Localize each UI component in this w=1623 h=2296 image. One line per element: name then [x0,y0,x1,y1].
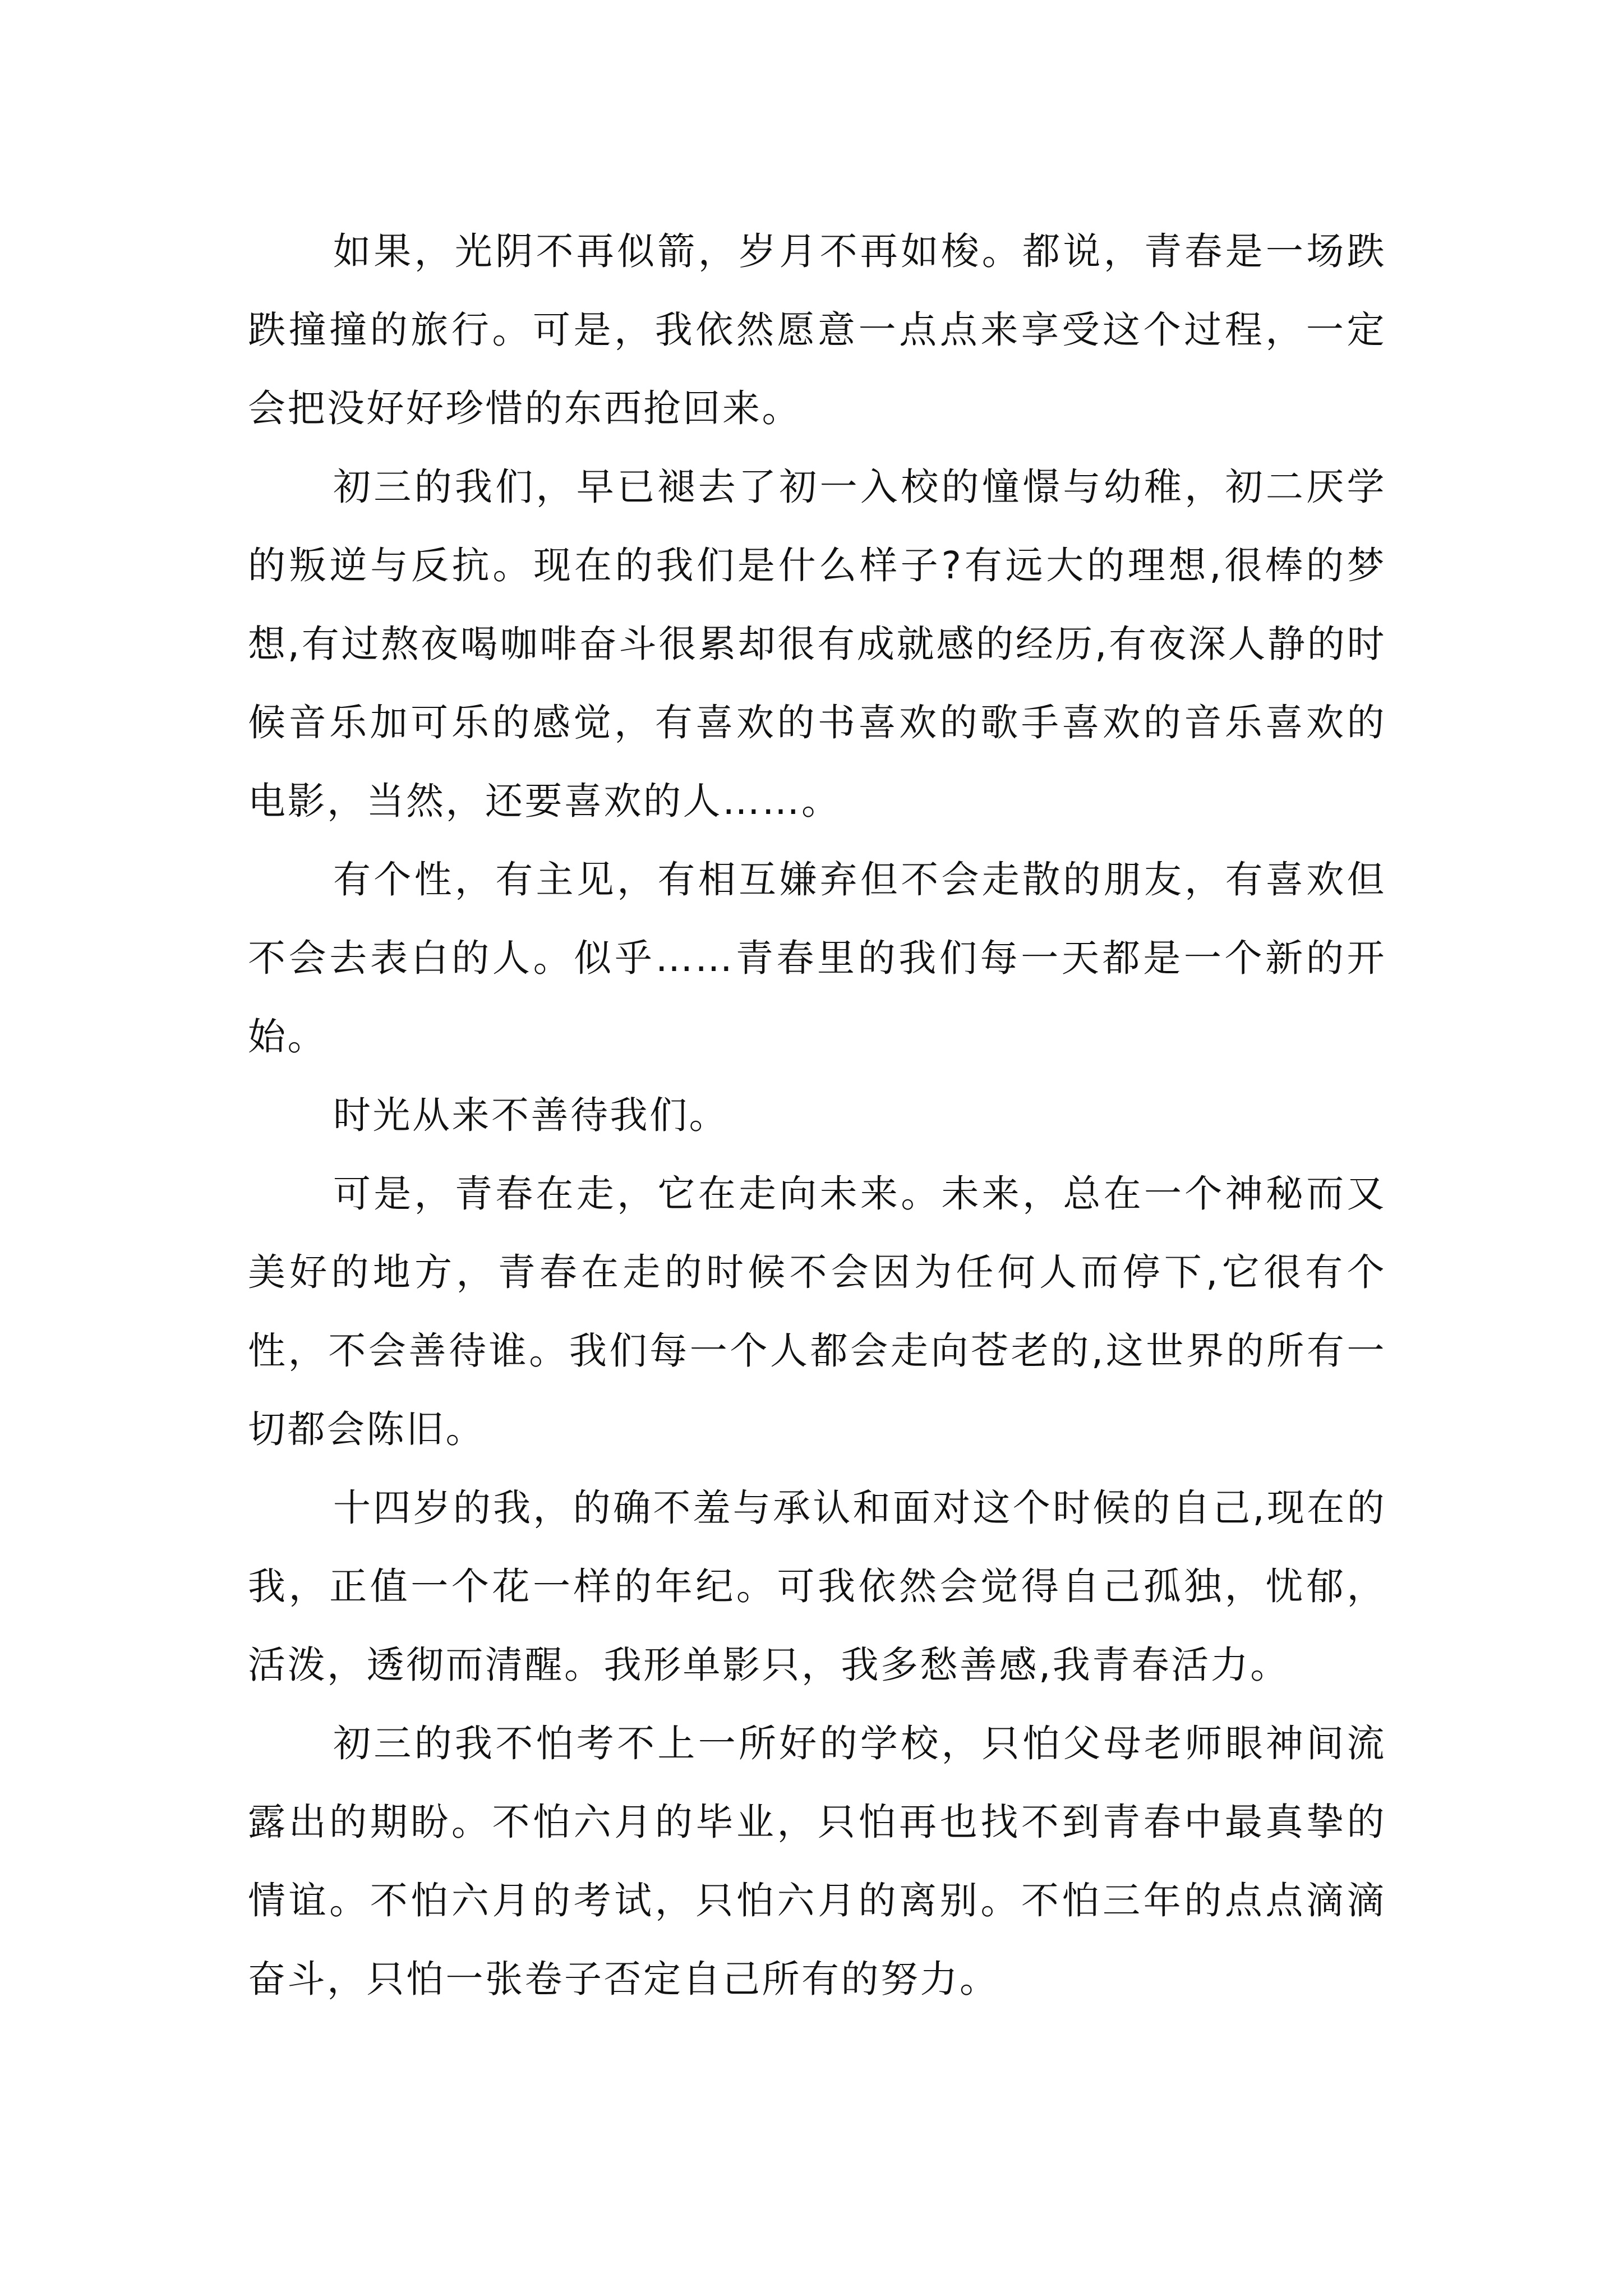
paragraph: 十四岁的我，的确不羞与承认和面对这个时候的自己,现在的我，正值一个花一样的年纪。可我依然会觉得自己孤独，忧郁，活泼，透彻而清醒。我形单影只，我多愁善感,我青春活力。 [248,1486,1386,1687]
paragraph: 初三的我不怕考不上一所好的学校，只怕父母老师眼神间流露出的期盼。不怕六月的毕业，只怕再也找不到青春中最真挚的情谊。不怕六月的考试，只怕六月的离别。不怕三年的点点滴滴奋斗，只怕一张卷子否定自己所有的努力。 [248,1722,1386,2001]
paragraph: 可是，青春在走，它在走向未来。未来，总在一个神秘而又美好的地方，青春在走的时候不会因为任何人而停下,它很有个性，不会善待谁。我们每一个人都会走向苍老的,这世界的所有一切都会陈旧。 [248,1172,1386,1451]
paragraph: 初三的我们，早已褪去了初一入校的憧憬与幼稚，初二厌学的叛逆与反抗。现在的我们是什么样子?有远大的理想,很棒的梦想,有过熬夜喝咖啡奋斗很累却很有成就感的经历,有夜深人静的时候音乐加可乐的感觉，有喜欢的书喜欢的歌手喜欢的音乐喜欢的电影，当然，还要喜欢的人……。 [248,465,1386,823]
paragraph: 如果，光阴不再似箭，岁月不再如梭。都说，青春是一场跌跌撞撞的旅行。可是，我依然愿意一点点来享受这个过程，一定会把没好好珍惜的东西抢回来。 [248,229,1386,430]
paragraph: 时光从来不善待我们。 [333,1093,728,1137]
document-body [248,212,1386,2018]
paragraph: 有个性，有主见，有相互嫌弃但不会走散的朋友，有喜欢但不会去表白的人。似乎……青春里的我们每一天都是一个新的开始。 [248,858,1386,1059]
